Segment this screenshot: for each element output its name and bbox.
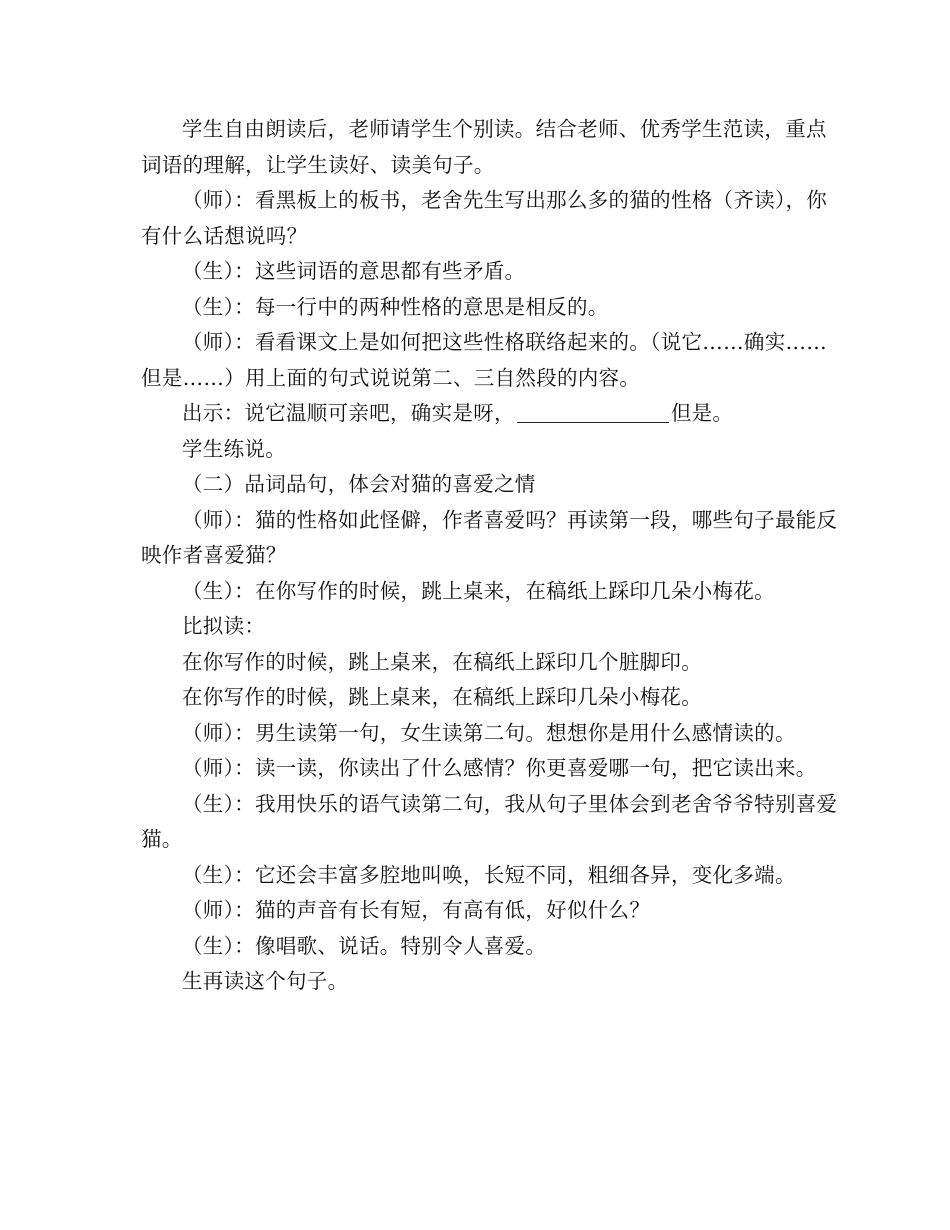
paragraph: （师）：看黑板上的板书，老舍先生写出那么多的猫的性格（齐读），你有什么话想说吗？ (141, 188, 828, 248)
paragraph: （生）：我用快乐的语气读第二句，我从句子里体会到老舍爷爷特别喜爱猫。 (141, 791, 838, 851)
paragraph: （师）：猫的性格如此怪僻，作者喜爱吗？再读第一段，哪些句子最能反映作者喜爱猫？ (141, 507, 838, 567)
paragraph: 学生练说。 (182, 436, 286, 461)
paragraph: 在你写作的时候，跳上桌来，在稿纸上踩印几朵小梅花。 (182, 685, 702, 709)
paragraph-with-blank (141, 396, 841, 432)
paragraph: （师）：猫的声音有长有短，有高有低，好似什么？ (182, 898, 651, 922)
paragraph: （生）：每一行中的两种性格的意思是相反的。 (182, 294, 609, 319)
paragraph-text-before-blank: 出示：说它温顺可亲吧，确实是呀， (182, 401, 515, 425)
paragraph: （生）：像唱歌、说话。特别令人喜爱。 (182, 933, 547, 958)
paragraph: （生）：它还会丰富多腔地叫唤，长短不同，粗细各异，变化多端。 (182, 862, 796, 887)
fill-in-blank (517, 402, 669, 423)
section-heading: （二）品词品句，体会对猫的喜爱之情 (182, 472, 536, 496)
paragraph: （生）：在你写作的时候，跳上桌来，在稿纸上踩印几朵小梅花。 (182, 578, 775, 603)
paragraph: （师）：读一读，你读出了什么感情？你更喜爱哪一句，把它读出来。 (182, 756, 817, 780)
paragraph-text-after-blank: 但是。 (670, 401, 734, 425)
paragraph: 生再读这个句子。 (182, 969, 349, 993)
paragraph: 在你写作的时候，跳上桌来，在稿纸上踩印几个脏脚印。 (182, 649, 702, 674)
paragraph: （生）：这些词语的意思都有些矛盾。 (182, 259, 526, 283)
paragraph: （师）：男生读第一句，女生读第二句。想想你是用什么感情读的。 (182, 720, 796, 745)
paragraph: 学生自由朗读后，老师请学生个别读。结合老师、优秀学生范读，重点词语的理解，让学生读好、读美句子。 (141, 117, 827, 177)
paragraph: 比拟读： (182, 614, 266, 638)
document-body (141, 112, 841, 1000)
paragraph: （师）：看看课文上是如何把这些性格联络起来的。（说它……确实……但是……）用上面的句式说说第二、三自然段的内容。 (141, 330, 828, 390)
